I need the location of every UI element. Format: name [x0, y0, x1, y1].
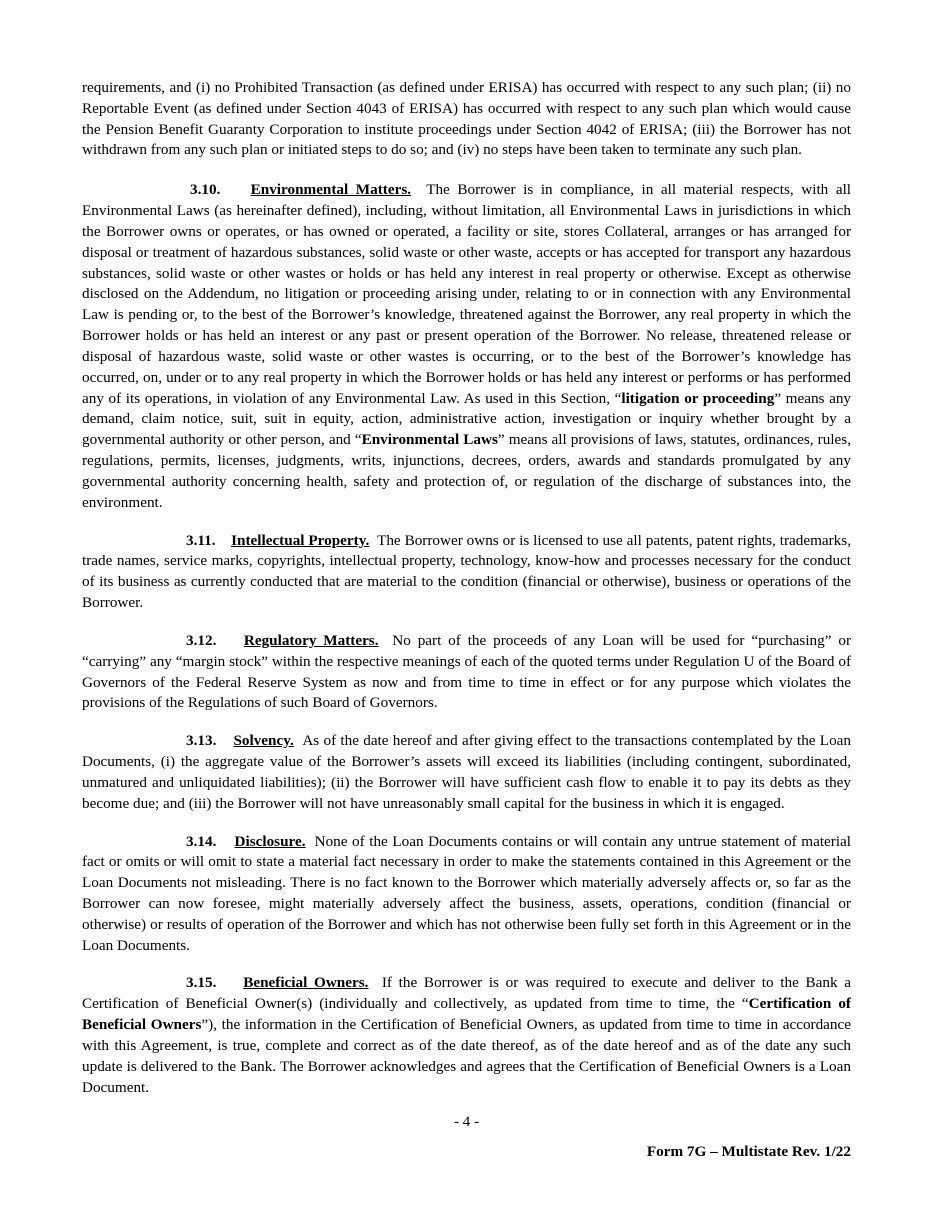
section-3-10 [82, 180, 851, 513]
section-title: Intellectual Property. [231, 531, 370, 549]
spacer [379, 632, 393, 649]
spacer [369, 532, 377, 549]
section-number: 3.11. [186, 531, 216, 549]
paragraph-erisa-continuation [82, 78, 851, 161]
section-3-12 [82, 631, 851, 714]
defined-term-certification-of-beneficial-owners: Certification of Beneficial Owners [82, 995, 851, 1034]
page-footer [82, 1114, 851, 1161]
section-body-1: If the Borrower is or was required to execute and deliver to the Bank a Certification of Beneficial Owner(s) (individually and collectively, as updated from time to time, the “ [82, 974, 852, 1013]
section-title: Disclosure. [234, 832, 306, 850]
spacer [411, 181, 426, 198]
section-3-14 [82, 832, 851, 957]
section-number: 3.10. [190, 181, 221, 199]
section-body-1: The Borrower is in compliance, in all material respects, with all Environmental Laws (as hereinafter defined), including, without limitation, all Environmental Laws in jurisdictions in which the Borrower owns or operates, or has owned or operated, a facility or site, stores Collateral, arranges or has arranged for disposal or treatment of hazardous substances, solid waste or other waste, accepts or has accepted for transport any hazardous substances, solid waste or other wastes or holds or has held any interest in real property or otherwise. Except as otherwise disclosed on the Addendum, no litigation or proceeding arising under, relating to or in connection with any Environmental Law is pending or, to the best of the Borrower’s knowledge, threatened against the Borrower, any real property in which the Borrower holds or has held an interest or any past or present operation of the Borrower. No release, threatened release or disposal of hazardous waste, solid waste or other wastes is occurring, or to the best of the Borrower’s knowledge has occurred, on, under or to any real property in which the Borrower holds or has held any interest or performs or has performed any of its operations, in violation of any Environmental Law. As used in this Section, “ [82, 181, 852, 407]
page-number: - 4 - [454, 1114, 479, 1130]
spacer [216, 532, 232, 549]
section-title: Regulatory Matters. [243, 631, 379, 649]
section-title: Environmental Matters. [250, 181, 412, 199]
section-title: Solvency. [233, 732, 294, 750]
section-body-2: ”), the information in the Certification of Beneficial Owners, as updated from time to time in accordance with this Agreement, is true, complete and correct as of the date thereof, as of the date hereof and as of the date any such update is delivered to the Bank. The Borrower acknowledges and agrees that the Certification of Beneficial Owners is a Loan Document. [82, 1016, 851, 1096]
section-body-2: ” means any demand, claim notice, suit, suit in equity, action, administrative action, investigation or inquiry whether brought by a governmental authority or other person, and “ [82, 389, 852, 449]
paragraph-text: requirements, and (i) no Prohibited Transaction (as defined under ERISA) has occurred with respect to any such plan; (ii) no Reportable Event (as defined under Section 4043 of ERISA) has occurred with respect to any such plan which would cause the Pension Benefit Guaranty Corporation to institute proceedings under Section 4042 of ERISA; (iii) the Borrower has not withdrawn from any such plan or initiated steps to do so; and (iv) no steps have been taken to terminate any such plan. [82, 79, 851, 159]
spacer [220, 181, 250, 198]
spacer [306, 833, 315, 850]
spacer [216, 974, 243, 991]
section-3-11 [82, 531, 851, 614]
defined-term-environmental-laws: Environmental Laws [361, 431, 498, 449]
form-revision-line: Form 7G – Multistate Rev. 1/22 [646, 1143, 851, 1160]
defined-term-litigation-or-proceeding: litigation or proceeding [621, 389, 775, 407]
section-body-1: As of the date hereof and after giving effect to the transactions contemplated by the Loan Documents, (i) the aggregate value of the Borrower’s assets will exceed its liabilities (including contingent, subordinated, unmatured and unliquidated liabilities); (ii) the Borrower will have sufficient cash flow to enable it to pay its debts as they become due; and (iii) the Borrower will not have unreasonably small capital for the business in which it is engaged. [82, 732, 852, 812]
spacer [216, 833, 234, 850]
spacer [216, 732, 233, 749]
section-number: 3.13. [186, 732, 217, 750]
section-body-1: The Borrower owns or is licensed to use all patents, patent rights, trademarks, trade names, service marks, copyrights, intellectual property, technology, know-how and processes necessary for the conduct of its business as currently conducted that are material to the condition (financial or otherwise), business or operations of the Borrower. [82, 531, 851, 612]
section-title: Beneficial Owners. [243, 974, 369, 992]
section-3-13 [82, 731, 851, 814]
section-number: 3.14. [186, 832, 217, 850]
section-number: 3.12. [186, 631, 217, 649]
section-3-15 [82, 973, 851, 1098]
section-body-3: ” means all provisions of laws, statutes, ordinances, rules, regulations, permits, licenses, judgments, writs, injunctions, decrees, orders, awards and standards promulgated by any governmental authority concerning health, safety and protection of, or regulation of the discharge of substances into, the environment. [82, 431, 851, 511]
section-number: 3.15. [186, 974, 217, 992]
spacer [216, 632, 243, 649]
section-body-1: No part of the proceeds of any Loan will be used for “purchasing” or “carrying” any “margin stock” within the respective meanings of each of the quoted terms under Regulation U of the Board of Governors of the Federal Reserve System as now and from time to time in effect or for any purpose which violates the provisions of the Regulations of such Board of Governors. [82, 631, 852, 712]
spacer [368, 974, 381, 991]
section-body-1: None of the Loan Documents contains or will contain any untrue statement of material fact or omits or will omit to state a material fact necessary in order to make the statements contained in this Agreement or the Loan Documents not misleading. There is no fact known to the Borrower which materially adversely affects or, so far as the Borrower can now foresee, might materially adversely affect the business, assets, operations, condition (financial or otherwise) or results of operation of the Borrower and which has not otherwise been fully set forth in this Agreement or in the Loan Documents. [82, 832, 852, 954]
